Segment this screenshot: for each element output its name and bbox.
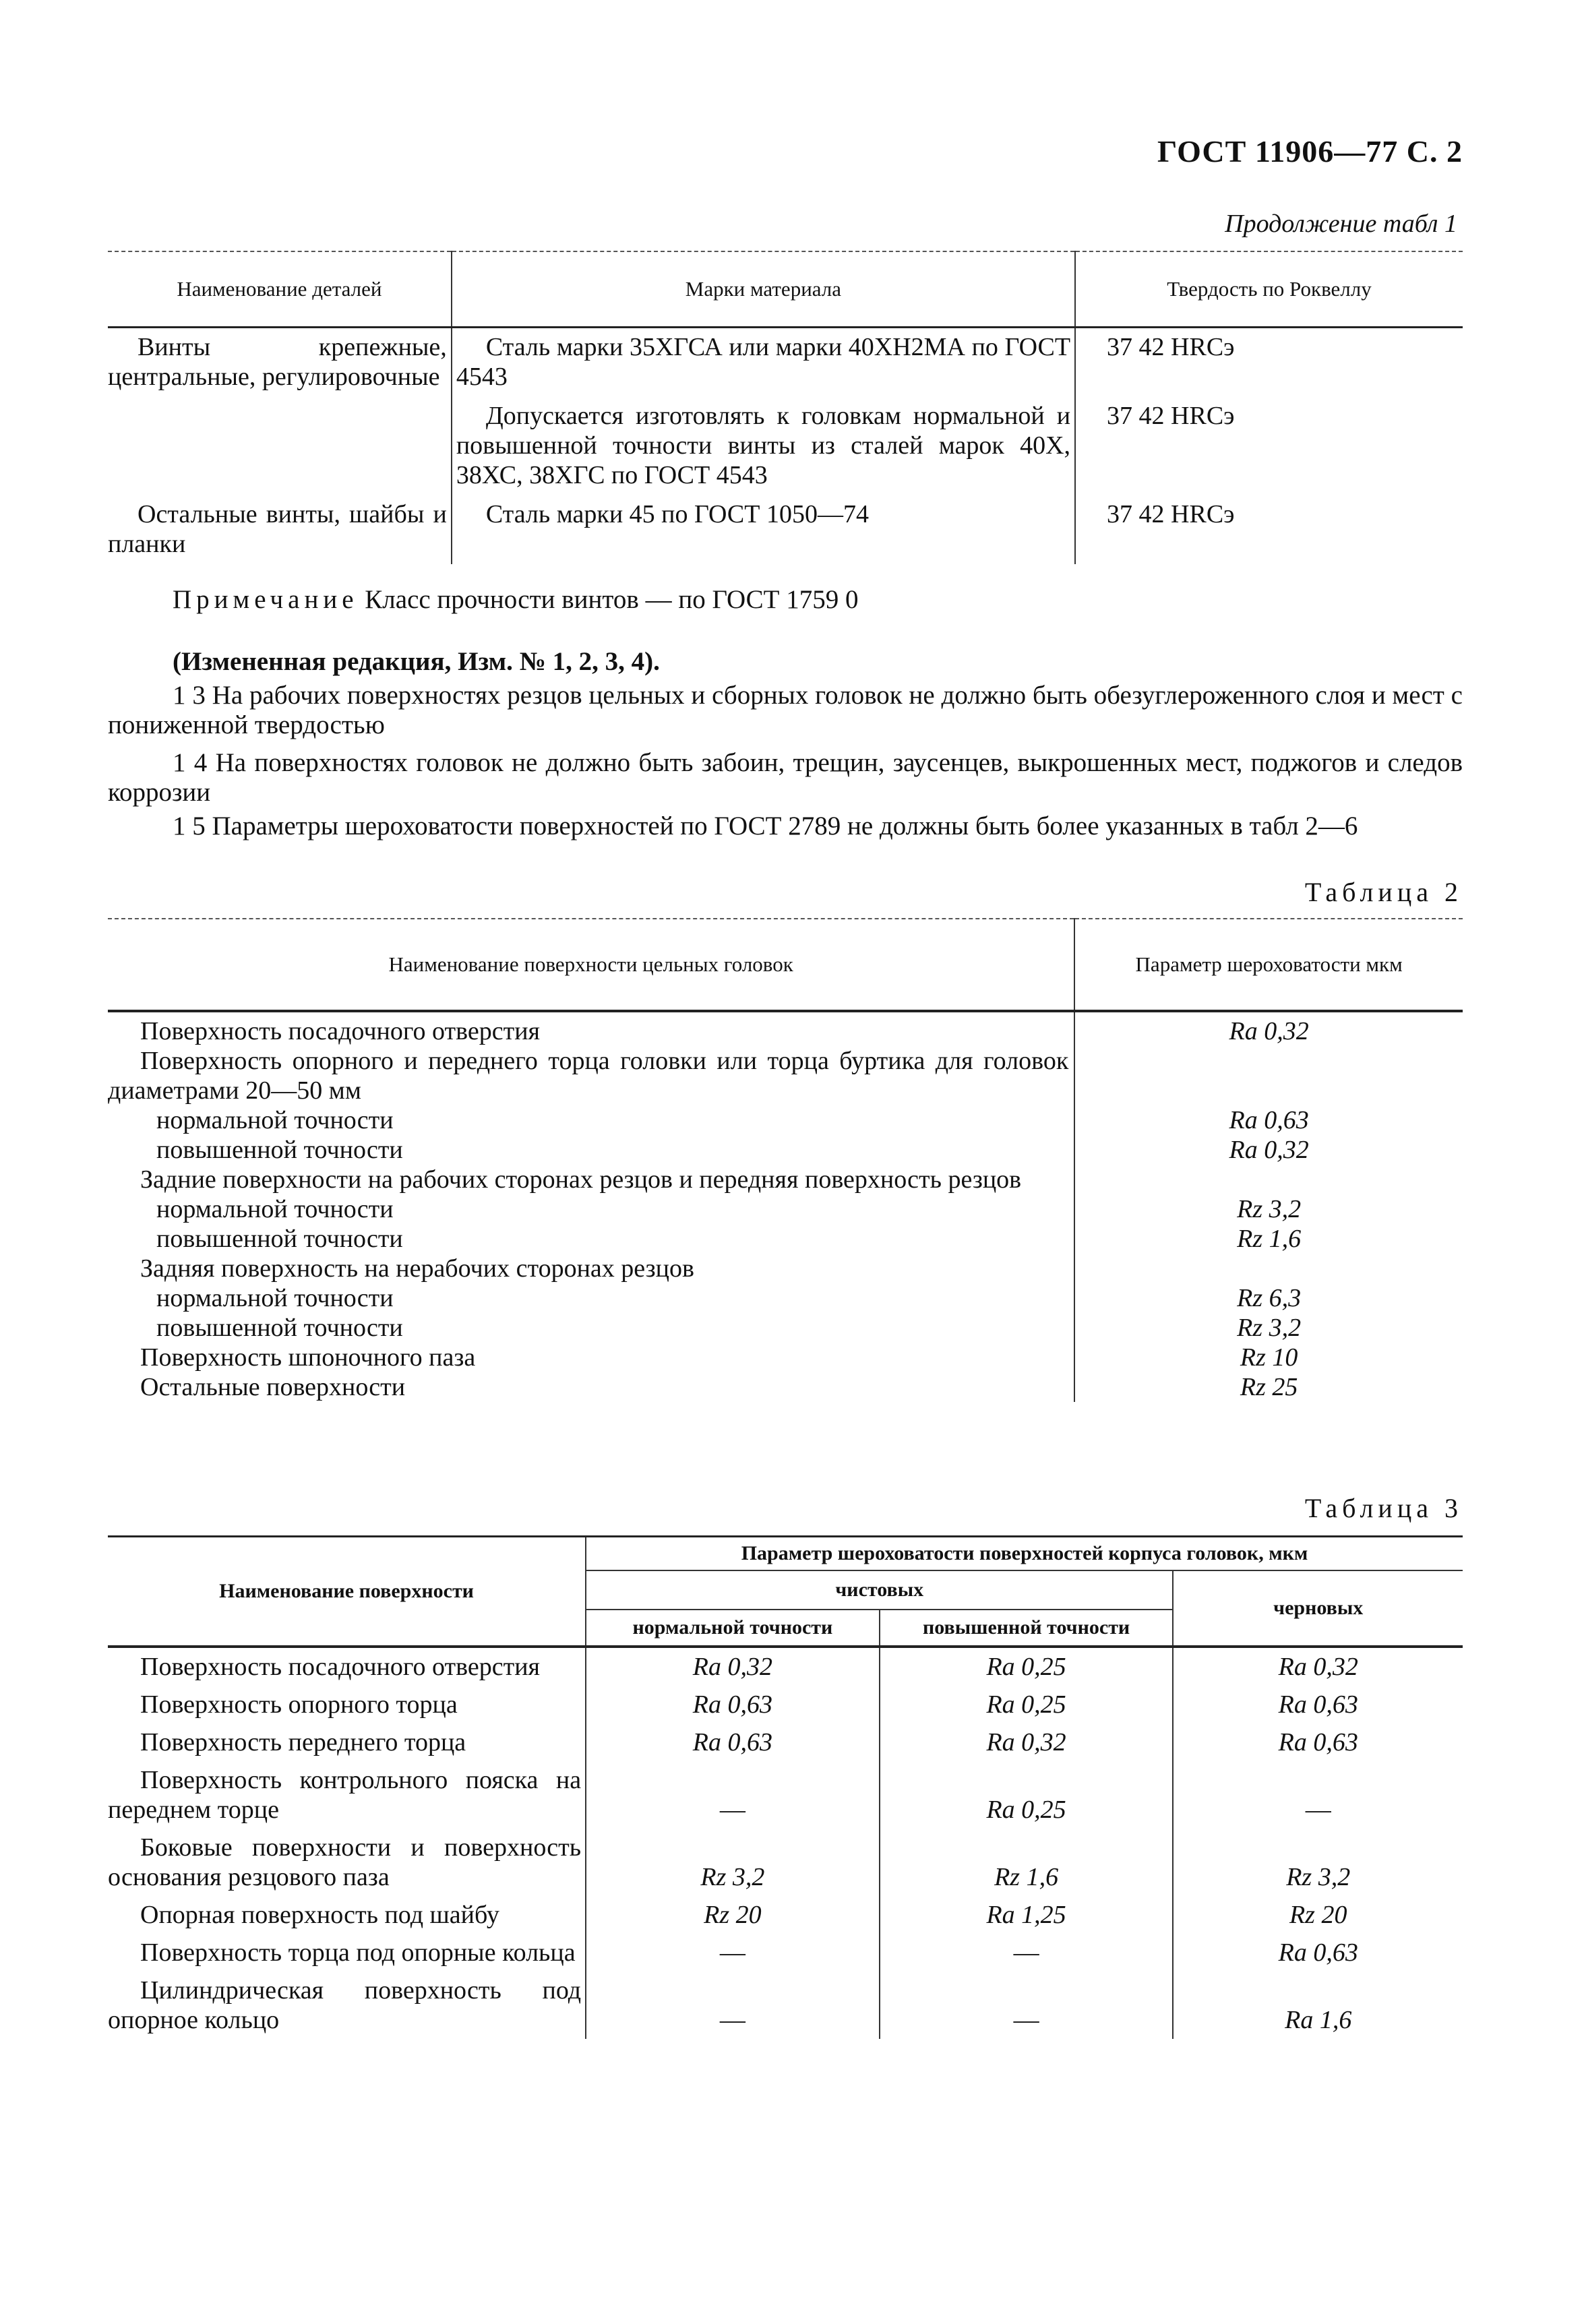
table-continuation-label: Продолжение табл 1 [1225,210,1457,238]
table-3 [108,1535,1463,2039]
table-row [108,1343,1463,1372]
part-name: Винты крепежные, центральные, регулировочные [108,333,447,391]
table-row [108,1105,1463,1135]
column-header-parts: Наименование деталей [108,251,452,328]
table-row [108,1686,1463,1723]
high-precision-value: Ra 0,25 [880,1761,1174,1829]
roughness-value [1074,1046,1463,1105]
normal-precision-value: Ra 0,63 [586,1686,880,1723]
hardness-value: 37 42 HRCэ [1107,402,1235,430]
roughness-value: Rz 10 [1074,1343,1463,1372]
table-row [108,397,1463,495]
part-name: Остальные винты, шайбы и планки [108,500,447,558]
table-row [108,1971,1463,2039]
table-2-caption: Таблица 2 [1304,877,1463,907]
column-header-roughing: черновых [1173,1570,1463,1647]
table-row [108,1829,1463,1896]
surface-name: Поверхность торца под опорные кольца [140,1938,576,1967]
roughing-value: Ra 1,6 [1173,1971,1463,2039]
column-header-normal-precision: нормальной точности [586,1610,880,1647]
normal-precision-value: — [586,1971,880,2039]
high-precision-value: Ra 0,25 [880,1686,1174,1723]
high-precision-value: Ra 0,32 [880,1723,1174,1761]
column-header-material: Марки материала [452,251,1075,328]
column-header-surface: Наименование поверхности [108,1537,586,1647]
surface-name: нормальной точности [156,1284,394,1312]
column-header-hardness: Твердость по Роквеллу [1075,251,1463,328]
table-3-caption: Таблица 3 [1304,1493,1463,1523]
surface-name: Боковые поверхности и поверхность основания резцового паза [108,1833,582,1891]
surface-name: Поверхность шпоночного паза [140,1343,476,1372]
material-grade: Допускается изготовлять к головкам нормальной и повышенной точности винты из сталей марок 40Х, 38ХС, 38ХГС по ГОСТ 4543 [452,397,1075,495]
table-row [108,1313,1463,1343]
table-row [108,1934,1463,1971]
table-1-continued [108,251,1463,564]
roughness-value [1074,1165,1463,1194]
roughing-value: Ra 0,63 [1173,1934,1463,1971]
note-text: Класс прочности винтов — по ГОСТ 1759 0 [365,585,859,614]
table-row [108,1372,1463,1402]
roughness-value [1074,1254,1463,1283]
amendment-note: (Измененная редакция, Изм. № 1, 2, 3, 4). [173,647,660,676]
roughing-value: Ra 0,32 [1173,1647,1463,1686]
roughing-value: — [1173,1761,1463,1829]
table-row [108,1224,1463,1254]
surface-name: Задние поверхности на рабочих сторонах резцов и передняя поверхность резцов [140,1165,1022,1194]
material-grade: Сталь марки 45 по ГОСТ 1050—74 [452,495,1075,564]
high-precision-value: Ra 0,25 [880,1647,1174,1686]
clause-1-4: 1 4 На поверхностях головок не должно быть забоин, трещин, заусенцев, выкрошенных мест, поджогов и следов коррозии [108,748,1463,807]
roughing-value: Rz 20 [1173,1896,1463,1934]
roughness-value: Rz 3,2 [1074,1194,1463,1224]
surface-name: Поверхность посадочного отверстия [140,1017,541,1045]
column-header-high-precision: повышенной точности [880,1610,1174,1647]
normal-precision-value: — [586,1761,880,1829]
note-paragraph [108,585,1463,615]
hardness-value: 37 42 HRCэ [1107,333,1235,361]
table-row [108,1647,1463,1686]
roughness-value: Ra 0,63 [1074,1105,1463,1135]
roughness-value: Ra 0,32 [1074,1011,1463,1046]
table-row [108,328,1463,398]
table-row [108,1283,1463,1313]
table-row [108,1135,1463,1165]
table-row [108,1761,1463,1829]
column-header-finishing: чистовых [586,1570,1173,1610]
surface-name: Поверхность переднего торца [140,1728,466,1756]
table-row [108,1011,1463,1046]
normal-precision-value: Ra 0,32 [586,1647,880,1686]
high-precision-value: Rz 1,6 [880,1829,1174,1896]
table-row [108,1194,1463,1224]
table-2 [108,918,1463,1402]
roughness-value: Ra 0,32 [1074,1135,1463,1165]
material-grade: Сталь марки 35ХГСА или марки 40ХН2МА по ГОСТ 4543 [452,328,1075,398]
surface-name: повышенной точности [156,1136,403,1164]
normal-precision-value: Ra 0,63 [586,1723,880,1761]
surface-name: Остальные поверхности [140,1373,406,1401]
roughing-value: Ra 0,63 [1173,1723,1463,1761]
surface-name: повышенной точности [156,1314,403,1342]
column-header-roughness: Параметр шероховатости мкм [1074,919,1463,1011]
surface-name: Опорная поверхность под шайбу [140,1901,499,1929]
document-reference: ГОСТ 11906—77 С. 2 [1157,134,1463,169]
high-precision-value: — [880,1934,1174,1971]
clause-1-3: 1 3 На рабочих поверхностях резцов цельных и сборных головок не должно быть обезуглероженного слоя и мест с пониженной твердостью [108,681,1463,739]
normal-precision-value: Rz 20 [586,1896,880,1934]
roughing-value: Rz 3,2 [1173,1829,1463,1896]
roughness-value: Rz 6,3 [1074,1283,1463,1313]
surface-name: Поверхность посадочного отверстия [140,1653,541,1681]
table-row [108,495,1463,564]
roughness-value: Rz 25 [1074,1372,1463,1402]
roughing-value: Ra 0,63 [1173,1686,1463,1723]
roughness-value: Rz 1,6 [1074,1224,1463,1254]
hardness-value: 37 42 HRCэ [1107,500,1235,528]
clause-1-5: 1 5 Параметры шероховатости поверхностей по ГОСТ 2789 не должны быть более указанных в табл 2—6 [173,812,1358,840]
column-header-roughness-group: Параметр шероховатости поверхностей корпуса головок, мкм [586,1537,1463,1571]
surface-name: Поверхность контрольного пояска на переднем торце [108,1766,582,1824]
normal-precision-value: Rz 3,2 [586,1829,880,1896]
surface-name: повышенной точности [156,1225,403,1253]
surface-name: Поверхность опорного торца [140,1690,458,1719]
high-precision-value: Ra 1,25 [880,1896,1174,1934]
high-precision-value: — [880,1971,1174,2039]
surface-name: нормальной точности [156,1195,394,1223]
note-label: Примечание [173,585,359,614]
table-row [108,1723,1463,1761]
surface-name: Цилиндрическая поверхность под опорное кольцо [108,1976,582,2034]
normal-precision-value: — [586,1934,880,1971]
part-name [108,397,452,495]
surface-name: нормальной точности [156,1106,394,1134]
surface-name: Поверхность опорного и переднего торца головки или торца буртика для головок диаметрами 20—50 мм [108,1047,1069,1105]
table-row [108,1165,1463,1194]
roughness-value: Rz 3,2 [1074,1313,1463,1343]
table-row [108,1254,1463,1283]
table-row [108,1896,1463,1934]
column-header-surface: Наименование поверхности цельных головок [108,919,1074,1011]
surface-name: Задняя поверхность на нерабочих сторонах резцов [140,1254,694,1283]
table-row [108,1046,1463,1105]
